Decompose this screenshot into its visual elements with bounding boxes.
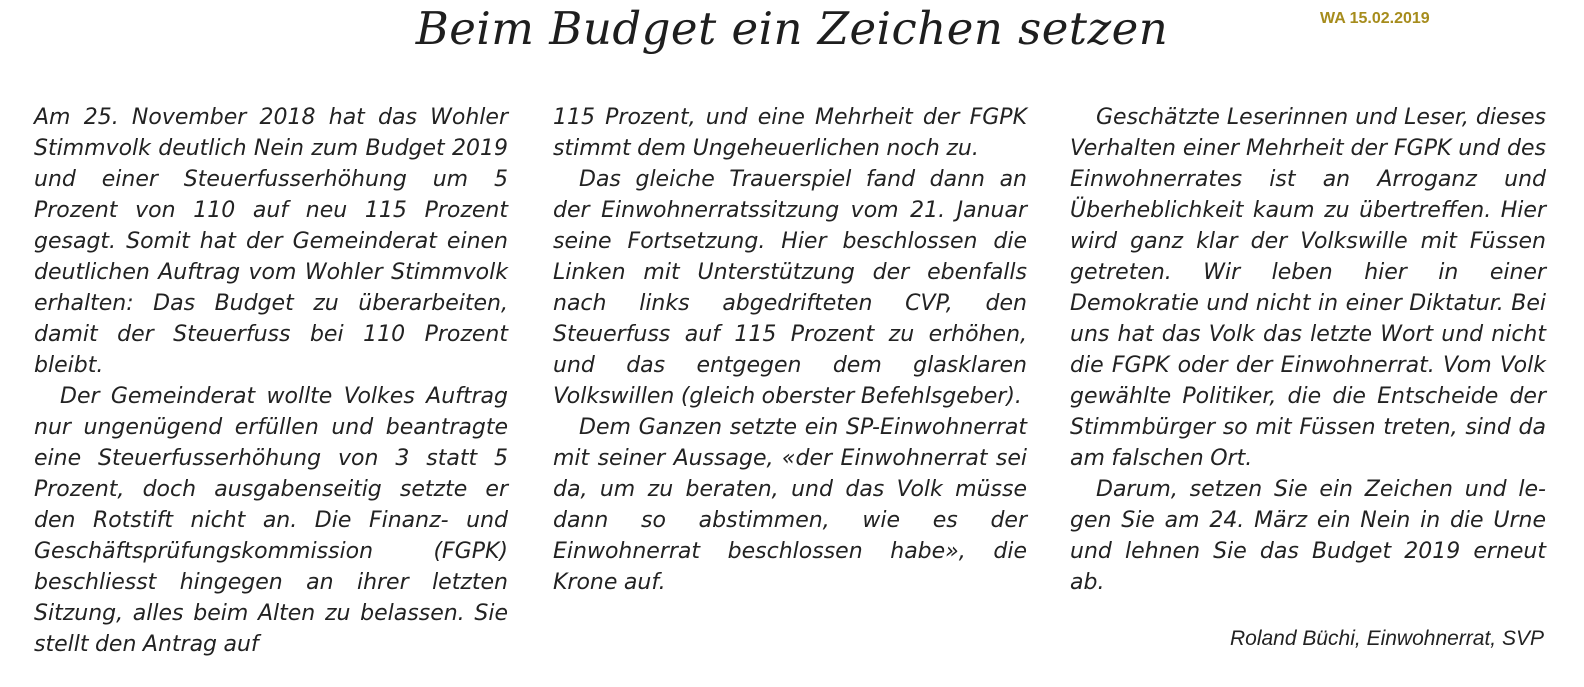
paragraph: Darum, setzen Sie ein Zeichen und legen Sie am 24. März ein Nein in die Urne und lehnen Sie das Budget 2019 erneut ab. bbox=[1070, 477, 1546, 595]
article-column-1 bbox=[34, 102, 508, 660]
article-column-3 bbox=[1070, 102, 1546, 598]
article-title: Beim Budget ein Zeichen setzen bbox=[415, 2, 1169, 55]
publication-date: WA 15.02.2019 bbox=[1320, 10, 1430, 27]
paragraph: Dem Ganzen setzte ein SP-Einwohnerrat mit seiner Aussage, «der Einwohnerrat sei da, um zu beraten, und das Volk müsse dann so abstimmen, wie es der Einwohnerrat beschlossen habe», die Krone auf. bbox=[553, 415, 1027, 595]
paragraph: Am 25. November 2018 hat das Wohler Stimmvolk deutlich Nein zum Budget 2019 und einer Steuerfusserhöhung um 5 Prozent von 110 auf neu 115 Prozent gesagt. Somit hat der Gemeinderat einen deutlichen Auftrag vom Wohler Stimmvolk erhalten: Das Budget zu überarbeiten, damit der Steuerfuss bei 110 Prozent bleibt. bbox=[34, 105, 508, 378]
paragraph: Der Gemeinderat wollte Volkes Auftrag nur ungenügend erfüllen und beantragte eine Steuerfusserhöhung von 3 statt 5 Prozent, doch ausgabenseitig setzte er den Rotstift nicht an. Die Finanz- und Geschäftsprüfungskommission (FGPK) beschliesst hingegen an ihrer letzten Sitzung, alles beim Alten zu belassen. Sie stellt den Antrag auf bbox=[34, 384, 508, 657]
author-signature: Roland Büchi, Einwohnerrat, SVP bbox=[1229, 627, 1544, 650]
paragraph: 115 Prozent, und eine Mehrheit der FGPK stimmt dem Ungeheuerlichen noch zu. bbox=[553, 105, 1027, 161]
article-column-2 bbox=[553, 102, 1027, 598]
paragraph: Das gleiche Trauerspiel fand dann an der Einwohnerratssitzung vom 21. Januar seine Fortsetzung. Hier beschlossen die Linken mit Unterstützung der ebenfalls nach links abgedrifteten CVP, den Steuerfuss auf 115 Prozent zu erhöhen, und das entgegen dem glasklaren Volkswillen (gleich oberster Befehlsgeber). bbox=[553, 167, 1027, 409]
paragraph: Geschätzte Leserinnen und Leser, dieses Verhalten einer Mehrheit der FGPK und des Einwohnerrates ist an Arroganz und Überheblichkeit kaum zu übertreffen. Hier wird ganz klar der Volkswille mit Füssen getreten. Wir leben hier in einer Demokratie und nicht in einer Diktatur. Bei uns hat das Volk das letzte Wort und nicht die FGPK oder der Einwohnerrat. Vom Volk gewählte Politiker, die die Entscheide der Stimmbürger so mit Füssen treten, sind da am falschen Ort. bbox=[1070, 105, 1546, 471]
